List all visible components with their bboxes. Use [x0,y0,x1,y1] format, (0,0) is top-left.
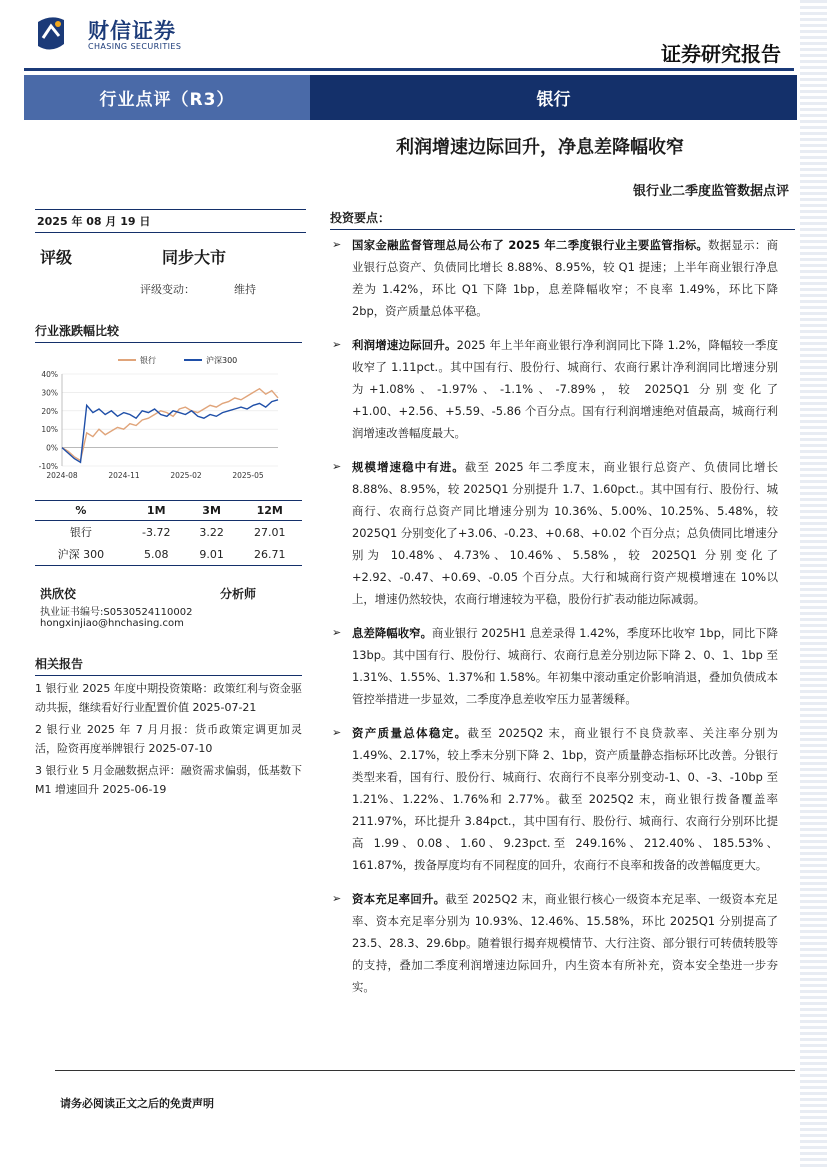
chart-grid [62,374,278,466]
bullet-arrow-icon: ➢ [332,238,342,251]
analyst-email: hongxinjiao@hnchasing.com [40,618,184,629]
table-header-cell: 1M [127,501,186,521]
chart-legend [118,355,237,365]
key-point-item [330,722,778,876]
industry-banner: 银行 [310,75,797,120]
table-header-cell: 3M [186,501,238,521]
analyst-role: 分析师 [220,587,257,601]
chart-y-tick-label: 30% [41,388,58,398]
table-header-cell: 12M [237,501,302,521]
key-point-body: 2025 年上半年商业银行净利润同比下降 1.2%，降幅较一季度收窄了 1.11pct.。其中国有行、股份行、城商行、农商行累计净利润同比增速分别为+1.08%、-1.97%、-1.1%、-7.89%，较 2025Q1 分别变化了+1.00、+2.56、+5.59、-5.86 个百分点。国有行利润增速绝对值最高，城商行利润增速改善幅度最大。 [352,338,778,440]
bullet-arrow-icon: ➢ [332,726,342,739]
key-point-body: 数据显示：商业银行总资产、负债同比增长 8.88%、8.95%，较 Q1 提速；上半年商业银行净息差为 1.42%，环比 Q1 下降 1bp，息差降幅收窄；不良率 1.49%，环比下降 2bp，资产质量总体平稳。 [352,238,778,318]
key-point-body: 截至 2025 年二季度末，商业银行总资产、负债同比增长 8.88%、8.95%，较 2025Q1 分别提升 1.7、1.60pct.。其中国有行、股份行、城商行、农商行总资产同比增速分别为 10.36%、5.00%、10.25%、5.48%，较 2025Q1 分别变化了+3.06、-0.23、+0.68、+0.02 个百分点；总负债同比增速分别为 10.48%、4.73%、10.46%、5.58%，较 2025Q1 分别变化了+2.92、-0.47、+0.69、-0.05 个百分点。大行和城商行资产规模增速在 10%以上，增速仍然较快，农商行增速较为平稳，股份行扩表动能边际减弱。 [352,460,778,606]
brand-name: 财信证券 [88,19,176,43]
related-report-link[interactable]: 3 银行业 5 月金融数据点评：融资需求偏弱，低基数下 M1 增速回升 2025-06-19 [35,764,302,796]
rating-change-value: 维持 [234,283,256,296]
key-point-item [330,622,778,710]
key-point-item [330,888,778,998]
report-headline: 利润增速边际回升，净息差降幅收窄 [396,137,684,158]
company-logo-icon [36,14,66,54]
key-point-body: 商业银行 2025H1 息差录得 1.42%，季度环比收窄 1bp，同比下降 13bp。其中国有行、股份行、城商行、农商行息差分别边际下降 2、0、1、1bp 至 1.31%、1.55%、1.37%和 1.58%。年初集中滚动重定价影响消退，叠加负债成本管控举措进一步显效，二季度净息差收窄压力显著缓释。 [352,626,778,706]
chart-y-tick-label: 10% [41,425,58,435]
key-point-item [330,234,778,322]
chart-y-tick-label: 0% [46,443,58,453]
chart-series-line [62,389,278,461]
rating-label: 评级 [40,248,73,267]
key-point-item [330,334,778,444]
key-points-list [330,234,778,1010]
rating-change-label: 评级变动： [140,283,195,296]
table-cell: 银行 [69,526,92,539]
table-row [35,521,302,544]
table-header-row [35,501,302,521]
related-report-link[interactable]: 1 银行业 2025 年度中期投资策略：政策红利与资金驱动共振，继续看好行业配置价值 2025-07-21 [35,682,302,714]
report-type-label: 证券研究报告 [661,42,781,66]
chart-y-tick-label: -10% [38,462,58,471]
table-cell: -3.72 [141,525,171,539]
page-side-stripe [800,0,827,1169]
table-header-cell: % [35,501,127,521]
key-point-heading: 资本充足率回升。 [352,892,446,906]
analyst-certificate: 执业证书编号:S0530524110002 [40,607,193,618]
chart-legend-label: 沪深300 [206,356,238,365]
table-cell: 26.71 [237,543,302,566]
table-cell: 5.08 [127,543,186,566]
key-point-item [330,456,778,610]
table-cell: 9.01 [186,543,238,566]
performance-table [35,500,302,566]
chart-y-tick-label: 40% [41,370,58,379]
table-cell: 沪深 300 [35,543,127,566]
performance-section-title: 行业涨跌幅比较 [35,322,302,343]
chart-y-tick-label: 20% [41,406,58,416]
related-reports-list [35,680,302,803]
footer-divider [55,1070,795,1071]
report-category-banner: 行业点评（R3） [24,75,310,120]
rating-value: 同步大市 [162,248,227,267]
table-cell: 3.22 [199,525,224,539]
key-point-heading: 国家金融监督管理总局公布了 2025 年二季度银行业主要监管指标。 [352,238,709,252]
table-cell: 27.01 [253,525,286,539]
key-point-heading: 规模增速稳中有进。 [352,460,465,474]
key-points-title: 投资要点： [330,209,795,230]
chart-legend-label: 银行 [140,356,156,365]
report-subheadline: 银行业二季度监管数据点评 [632,184,789,199]
chart-x-axis [46,471,264,480]
key-point-heading: 息差降幅收窄。 [352,626,433,640]
brand-name-english: CHASING SECURITIES [88,42,182,51]
performance-line-chart [28,348,288,488]
analyst-name: 洪欣佼 [40,587,77,601]
chart-x-tick-label: 2025-05 [232,471,264,480]
disclaimer-notice: 请务必阅读正文之后的免责声明 [60,1097,214,1110]
table-row [35,543,302,566]
chart-y-axis [39,370,62,471]
chart-series-line [62,400,278,463]
key-point-body: 截至 2025Q2 末，商业银行不良贷款率、关注率分别为 1.49%、2.17%，较上季末分别下降 2、1bp，资产质量静态指标环比改善。分银行类型来看，国有行、股份行、城商行、农商行不良率分别变动-1、0、-3、-10bp 至 1.21%、1.22%、1.76%和 2.77%。截至 2025Q2 末，商业银行拨备覆盖率 211.97%，环比提升 3.84pct.，其中国有行、股份行、城商行、农商行分别环比提高 1.99、0.08、1.60、9.23pct.至 249.16%、212.40%、185.53%、161.87%，拨备厚度均有不同程度的回升，农商行不良率和拨备的改善幅度更大。 [352,726,778,872]
bullet-arrow-icon: ➢ [332,338,342,351]
related-report-link[interactable]: 2 银行业 2025 年 7 月月报：货币政策定调更加灵活，险资再度举牌银行 2025-07-10 [35,723,302,755]
key-point-heading: 利润增速边际回升。 [352,338,457,352]
chart-series-lines [62,389,278,463]
chart-x-tick-label: 2025-02 [170,471,202,480]
report-date: 2025 年 08 月 19 日 [35,209,306,233]
header-divider [24,68,794,71]
bullet-arrow-icon: ➢ [332,892,342,905]
chart-x-tick-label: 2024-11 [108,471,140,480]
bullet-arrow-icon: ➢ [332,460,342,473]
chart-x-tick-label: 2024-08 [46,471,78,480]
key-point-heading: 资产质量总体稳定。 [352,726,468,740]
related-reports-title: 相关报告 [35,655,302,676]
bullet-arrow-icon: ➢ [332,626,342,639]
key-point-body: 截至 2025Q2 末，商业银行核心一级资本充足率、一级资本充足率、资本充足率分别为 10.93%、12.46%、15.58%，环比 2025Q1 分别提高了 23.5、28.3、29.6bp。随着银行揭弃规模情节、大行注资、部分银行可转债转股等的支持，叠加二季度利润增速边际回升，内生资本有所补充，资本安全垫进一步夯实。 [352,892,778,994]
